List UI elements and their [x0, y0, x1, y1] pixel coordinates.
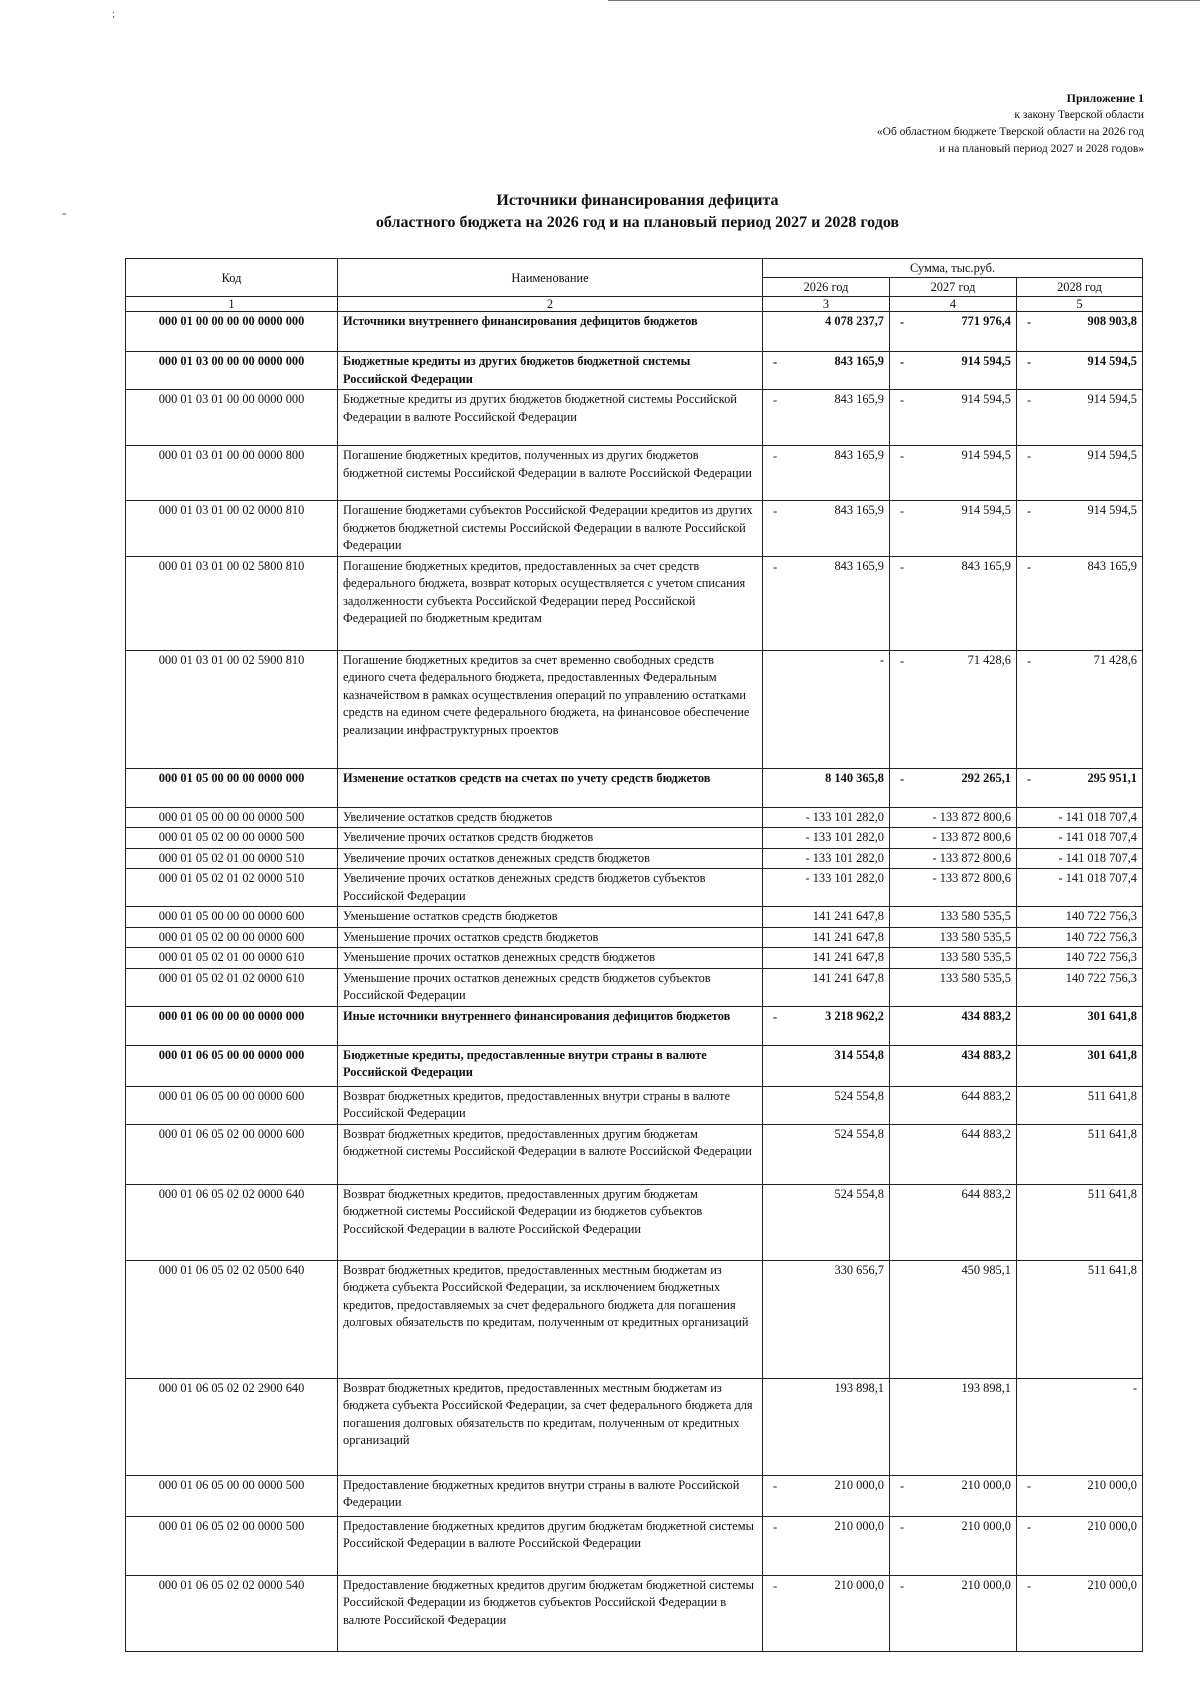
row-name: Уменьшение прочих остатков денежных средств бюджетов субъектов Российской Федерации — [338, 968, 763, 1006]
row-code: 000 01 05 02 00 00 0000 600 — [126, 927, 338, 948]
negative-sign: - — [1027, 1478, 1032, 1493]
row-amount-2027 — [890, 927, 1017, 948]
row-amount-2028 — [1017, 1006, 1143, 1045]
row-amount-2028 — [1017, 556, 1143, 650]
row-amount-2028 — [1017, 1516, 1143, 1575]
row-name: Бюджетные кредиты из других бюджетов бюджетной системы Российской Федерации — [338, 352, 763, 390]
amount-value: - 141 018 707,4 — [1058, 809, 1137, 824]
amount-value: 450 985,1 — [961, 1262, 1011, 1277]
column-number: 4 — [890, 297, 1017, 312]
row-amount-2026 — [763, 501, 890, 557]
row-code: 000 01 06 05 02 02 0500 640 — [126, 1260, 338, 1378]
row-name: Иные источники внутреннего финансирования дефицитов бюджетов — [338, 1006, 763, 1045]
amount-value: 3 218 962,2 — [825, 1008, 884, 1023]
negative-sign: - — [773, 1578, 778, 1593]
row-code: 000 01 03 01 00 02 5900 810 — [126, 650, 338, 768]
document-title-line: Источники финансирования дефицита — [496, 192, 779, 209]
amount-value: 771 976,4 — [961, 314, 1011, 328]
amount-value: 843 165,9 — [834, 448, 884, 462]
table-row — [126, 1260, 1143, 1378]
row-amount-2026 — [763, 1006, 890, 1045]
amount-value: - — [879, 652, 884, 667]
negative-sign: - — [1027, 393, 1032, 407]
table-row — [126, 1045, 1143, 1086]
row-amount-2027 — [890, 1045, 1017, 1086]
row-code: 000 01 06 05 02 00 0000 600 — [126, 1124, 338, 1184]
table-row — [126, 352, 1143, 390]
row-name: Погашение бюджетных кредитов за счет временно свободных средств единого счета федерального бюджета, предоставленных Федеральным казначейством в рамках осуществления операций по управлению остатками средств на едином счете федерального бюджета, на финансовое обеспечение реализации инфраструктурных проектов — [338, 650, 763, 768]
row-code: 000 01 05 00 00 00 0000 600 — [126, 907, 338, 928]
row-amount-2027 — [890, 1124, 1017, 1184]
row-name: Предоставление бюджетных кредитов внутри страны в валюте Российской Федерации — [338, 1475, 763, 1516]
negative-sign: - — [900, 315, 905, 329]
amount-value: 914 594,5 — [961, 448, 1011, 462]
row-amount-2026 — [763, 828, 890, 849]
negative-sign: - — [773, 1519, 778, 1534]
amount-value: - 133 101 282,0 — [805, 871, 884, 885]
row-code: 000 01 06 05 02 02 0000 540 — [126, 1575, 338, 1651]
row-amount-2028 — [1017, 927, 1143, 948]
table-row — [126, 968, 1143, 1006]
amount-value: 914 594,5 — [1087, 392, 1137, 406]
row-name: Увеличение прочих остатков денежных средств бюджетов — [338, 848, 763, 869]
row-name: Предоставление бюджетных кредитов другим бюджетам бюджетной системы Российской Федерации из бюджетов субъектов Российской Федерации в валюте Российской Федерации — [338, 1575, 763, 1651]
row-amount-2028 — [1017, 1045, 1143, 1086]
row-amount-2028 — [1017, 768, 1143, 807]
row-name: Возврат бюджетных кредитов, предоставленных местным бюджетам из бюджета субъекта Российской Федерации, за счет федерального бюджета для погашения долговых обязательств по кредитам, полученным от кредитных организаций — [338, 1378, 763, 1475]
negative-sign: - — [900, 1478, 905, 1493]
scan-speck: - — [62, 206, 67, 221]
negative-sign: - — [773, 559, 778, 574]
table-row — [126, 390, 1143, 446]
row-amount-2026 — [763, 1124, 890, 1184]
row-code: 000 01 05 00 00 00 0000 500 — [126, 807, 338, 828]
row-amount-2028 — [1017, 968, 1143, 1006]
amount-value: 141 241 647,8 — [812, 909, 884, 923]
amount-value: 193 898,1 — [834, 1380, 884, 1395]
row-amount-2026 — [763, 390, 890, 446]
row-amount-2028 — [1017, 1124, 1143, 1184]
amount-value: - 141 018 707,4 — [1058, 830, 1137, 844]
row-name: Погашение бюджетами субъектов Российской Федерации кредитов из других бюджетов бюджетной системы Российской Федерации в валюте Российской Федерации — [338, 501, 763, 557]
table-row — [126, 948, 1143, 969]
header-year-2027: 2027 год — [890, 278, 1017, 297]
row-amount-2026 — [763, 650, 890, 768]
negative-sign: - — [900, 355, 905, 369]
amount-value: - 133 101 282,0 — [805, 850, 884, 865]
amount-value: - 133 872 800,6 — [932, 809, 1011, 824]
row-amount-2027 — [890, 650, 1017, 768]
amount-value: 644 883,2 — [961, 1126, 1011, 1141]
row-code: 000 01 00 00 00 00 0000 000 — [126, 312, 338, 352]
header-sum: Сумма, тыс.руб. — [763, 259, 1143, 278]
amount-value: 644 883,2 — [961, 1186, 1011, 1201]
table-row — [126, 768, 1143, 807]
row-amount-2027 — [890, 907, 1017, 928]
row-code: 000 01 05 02 01 02 0000 610 — [126, 968, 338, 1006]
row-amount-2028 — [1017, 1475, 1143, 1516]
row-code: 000 01 05 02 00 00 0000 500 — [126, 828, 338, 849]
table-row — [126, 1516, 1143, 1575]
row-code: 000 01 06 00 00 00 0000 000 — [126, 1006, 338, 1045]
amount-value: 511 641,8 — [1087, 1126, 1137, 1141]
row-name: Бюджетные кредиты, предоставленные внутри страны в валюте Российской Федерации — [338, 1045, 763, 1086]
row-amount-2026 — [763, 948, 890, 969]
appendix-line: «Об областном бюджете Тверской области на 2026 год — [876, 126, 1144, 138]
row-code: 000 01 03 01 00 02 5800 810 — [126, 556, 338, 650]
amount-value: 914 594,5 — [1087, 354, 1137, 368]
negative-sign: - — [1027, 504, 1032, 518]
amount-value: - 133 872 800,6 — [932, 871, 1011, 885]
amount-value: 914 594,5 — [1087, 448, 1137, 462]
amount-value: 301 641,8 — [1087, 1047, 1137, 1062]
row-name: Увеличение остатков средств бюджетов — [338, 807, 763, 828]
row-amount-2026 — [763, 1260, 890, 1378]
amount-value: 133 580 535,5 — [939, 970, 1011, 985]
row-amount-2028 — [1017, 446, 1143, 501]
row-name: Возврат бюджетных кредитов, предоставленных другим бюджетам бюджетной системы Российской Федерации в валюте Российской Федерации — [338, 1124, 763, 1184]
row-name: Уменьшение прочих остатков средств бюджетов — [338, 927, 763, 948]
table-row — [126, 501, 1143, 557]
row-amount-2028 — [1017, 1260, 1143, 1378]
amount-value: - 133 872 800,6 — [932, 850, 1011, 865]
column-number: 5 — [1017, 297, 1143, 312]
row-amount-2027 — [890, 1184, 1017, 1260]
row-code: 000 01 03 01 00 00 0000 000 — [126, 390, 338, 446]
row-name: Уменьшение остатков средств бюджетов — [338, 907, 763, 928]
row-code: 000 01 03 01 00 00 0000 800 — [126, 446, 338, 501]
row-amount-2028 — [1017, 1184, 1143, 1260]
row-amount-2027 — [890, 556, 1017, 650]
amount-value: 8 140 365,8 — [825, 770, 884, 785]
row-amount-2027 — [890, 828, 1017, 849]
table-row — [126, 1006, 1143, 1045]
amount-value: 292 265,1 — [961, 770, 1011, 785]
table-row — [126, 1378, 1143, 1475]
header-year-2028: 2028 год — [1017, 278, 1143, 297]
row-amount-2028 — [1017, 948, 1143, 969]
header-code: Код — [126, 259, 338, 297]
row-amount-2027 — [890, 848, 1017, 869]
negative-sign: - — [1027, 771, 1032, 786]
amount-value: 140 722 756,3 — [1065, 950, 1137, 964]
amount-value: 843 165,9 — [834, 558, 884, 573]
row-amount-2026 — [763, 312, 890, 352]
row-amount-2028 — [1017, 1086, 1143, 1124]
row-amount-2027 — [890, 1086, 1017, 1124]
amount-value: 524 554,8 — [834, 1088, 884, 1103]
amount-value: 210 000,0 — [961, 1477, 1011, 1492]
amount-value: 140 722 756,3 — [1065, 970, 1137, 985]
row-amount-2027 — [890, 807, 1017, 828]
amount-value: - 141 018 707,4 — [1058, 850, 1137, 865]
amount-value: 511 641,8 — [1087, 1088, 1137, 1103]
amount-value: 133 580 535,5 — [939, 929, 1011, 944]
row-code: 000 01 06 05 00 00 0000 600 — [126, 1086, 338, 1124]
row-amount-2026 — [763, 1575, 890, 1651]
column-number: 1 — [126, 297, 338, 312]
table-row — [126, 1124, 1143, 1184]
row-amount-2028 — [1017, 828, 1143, 849]
row-name: Возврат бюджетных кредитов, предоставленных местным бюджетам из бюджета субъекта Российской Федерации, за исключением бюджетных кредитов, предоставляемых за счет федерального бюджета для погашения долговых обязательств по кредитам, полученным от кредитных организаций — [338, 1260, 763, 1378]
amount-value: 434 883,2 — [961, 1047, 1011, 1062]
row-amount-2026 — [763, 848, 890, 869]
negative-sign: - — [1027, 1519, 1032, 1534]
row-amount-2026 — [763, 807, 890, 828]
table-row — [126, 807, 1143, 828]
negative-sign: - — [1027, 449, 1032, 463]
row-amount-2026 — [763, 1475, 890, 1516]
row-amount-2028 — [1017, 907, 1143, 928]
amount-value: - 133 101 282,0 — [805, 830, 884, 844]
row-name: Погашение бюджетных кредитов, полученных из других бюджетов бюджетной системы Российской Федерации в валюте Российской Федерации — [338, 446, 763, 501]
negative-sign: - — [900, 771, 905, 786]
row-amount-2027 — [890, 501, 1017, 557]
row-amount-2027 — [890, 1575, 1017, 1651]
negative-sign: - — [1027, 1578, 1032, 1593]
row-code: 000 01 06 05 00 00 0000 000 — [126, 1045, 338, 1086]
table-row — [126, 556, 1143, 650]
row-amount-2026 — [763, 1045, 890, 1086]
row-name: Источники внутреннего финансирования дефицитов бюджетов — [338, 312, 763, 352]
amount-value: 210 000,0 — [961, 1577, 1011, 1592]
amount-value: 644 883,2 — [961, 1088, 1011, 1103]
amount-value: 524 554,8 — [834, 1186, 884, 1201]
amount-value: 71 428,6 — [967, 652, 1011, 667]
amount-value: 511 641,8 — [1087, 1186, 1137, 1201]
row-amount-2027 — [890, 768, 1017, 807]
amount-value: 434 883,2 — [961, 1008, 1011, 1023]
row-amount-2027 — [890, 312, 1017, 352]
row-amount-2028 — [1017, 807, 1143, 828]
row-code: 000 01 05 00 00 00 0000 000 — [126, 768, 338, 807]
row-name: Возврат бюджетных кредитов, предоставленных другим бюджетам бюджетной системы Российской Федерации из бюджетов субъектов Российской Федерации в валюте Российской Федерации — [338, 1184, 763, 1260]
row-code: 000 01 06 05 02 02 2900 640 — [126, 1378, 338, 1475]
amount-value: 210 000,0 — [834, 1577, 884, 1592]
table-row — [126, 828, 1143, 849]
row-code: 000 01 05 02 01 00 0000 610 — [126, 948, 338, 969]
amount-value: 314 554,8 — [834, 1047, 884, 1062]
negative-sign: - — [900, 449, 905, 463]
row-amount-2028 — [1017, 312, 1143, 352]
amount-value: 914 594,5 — [1087, 503, 1137, 517]
row-amount-2028 — [1017, 501, 1143, 557]
amount-value: 140 722 756,3 — [1065, 929, 1137, 944]
column-number: 3 — [763, 297, 890, 312]
row-amount-2026 — [763, 1378, 890, 1475]
row-amount-2027 — [890, 948, 1017, 969]
row-amount-2026 — [763, 1516, 890, 1575]
row-amount-2026 — [763, 927, 890, 948]
row-name: Возврат бюджетных кредитов, предоставленных внутри страны в валюте Российской Федерации — [338, 1086, 763, 1124]
row-amount-2028 — [1017, 848, 1143, 869]
negative-sign: - — [900, 653, 905, 668]
row-amount-2028 — [1017, 650, 1143, 768]
scan-top-edge-line — [608, 0, 1200, 1]
amount-value: 908 903,8 — [1087, 314, 1137, 328]
row-amount-2027 — [890, 968, 1017, 1006]
row-amount-2026 — [763, 1184, 890, 1260]
negative-sign: - — [1027, 653, 1032, 668]
amount-value: 193 898,1 — [961, 1380, 1011, 1395]
header-name: Наименование — [338, 259, 763, 297]
amount-value: 210 000,0 — [1087, 1518, 1137, 1533]
table-row — [126, 869, 1143, 907]
row-amount-2028 — [1017, 869, 1143, 907]
amount-value: 210 000,0 — [1087, 1477, 1137, 1492]
appendix-line: и на плановый период 2027 и 2028 годов» — [939, 143, 1144, 155]
amount-value: 210 000,0 — [834, 1477, 884, 1492]
appendix-line: к закону Тверской области — [1014, 109, 1144, 121]
negative-sign: - — [773, 393, 778, 407]
amount-value: 511 641,8 — [1087, 1262, 1137, 1277]
amount-value: - 133 872 800,6 — [932, 830, 1011, 844]
scan-speck: ; — [112, 8, 116, 20]
amount-value: 133 580 535,5 — [939, 909, 1011, 923]
row-name: Погашение бюджетных кредитов, предоставленных за счет средств федерального бюджета, возврат которых осуществляется с учетом списания задолженности субъекта Российской Федерации перед Российской Федерацией по бюджетным кредитам — [338, 556, 763, 650]
table-row — [126, 927, 1143, 948]
amount-value: 141 241 647,8 — [812, 950, 884, 964]
row-name: Предоставление бюджетных кредитов другим бюджетам бюджетной системы Российской Федерации в валюте Российской Федерации — [338, 1516, 763, 1575]
negative-sign: - — [1027, 315, 1032, 329]
negative-sign: - — [773, 449, 778, 463]
row-name: Увеличение прочих остатков средств бюджетов — [338, 828, 763, 849]
amount-value: 141 241 647,8 — [812, 970, 884, 985]
header-year-2026: 2026 год — [763, 278, 890, 297]
row-amount-2026 — [763, 352, 890, 390]
row-amount-2027 — [890, 352, 1017, 390]
amount-value: 133 580 535,5 — [939, 950, 1011, 964]
table-row — [126, 907, 1143, 928]
negative-sign: - — [900, 559, 905, 574]
document-title-line: областного бюджета на 2026 год и на плановый период 2027 и 2028 годов — [375, 214, 900, 231]
amount-value: 914 594,5 — [961, 392, 1011, 406]
negative-sign: - — [900, 1519, 905, 1534]
row-amount-2027 — [890, 446, 1017, 501]
row-amount-2028 — [1017, 1378, 1143, 1475]
row-name: Изменение остатков средств на счетах по учету средств бюджетов — [338, 768, 763, 807]
row-name: Бюджетные кредиты из других бюджетов бюджетной системы Российской Федерации в валюте Российской Федерации — [338, 390, 763, 446]
table-row — [126, 446, 1143, 501]
row-code: 000 01 06 05 02 02 0000 640 — [126, 1184, 338, 1260]
table-row — [126, 650, 1143, 768]
financing-sources-table — [125, 258, 1143, 1652]
row-amount-2026 — [763, 1086, 890, 1124]
negative-sign: - — [1027, 559, 1032, 574]
amount-value: 843 165,9 — [834, 503, 884, 517]
row-code: 000 01 03 01 00 02 0000 810 — [126, 501, 338, 557]
row-amount-2028 — [1017, 1575, 1143, 1651]
amount-value: 140 722 756,3 — [1065, 909, 1137, 923]
row-code: 000 01 06 05 02 00 0000 500 — [126, 1516, 338, 1575]
row-name: Уменьшение прочих остатков денежных средств бюджетов — [338, 948, 763, 969]
row-amount-2026 — [763, 907, 890, 928]
amount-value: 843 165,9 — [834, 392, 884, 406]
amount-value: 843 165,9 — [1087, 558, 1137, 573]
table-row — [126, 312, 1143, 352]
document-title — [0, 190, 1200, 234]
table-row — [126, 848, 1143, 869]
amount-value: 210 000,0 — [961, 1518, 1011, 1533]
row-amount-2026 — [763, 869, 890, 907]
amount-value: 210 000,0 — [1087, 1577, 1137, 1592]
amount-value: 4 078 237,7 — [825, 314, 884, 328]
appendix-title: Приложение 1 — [1066, 91, 1144, 105]
negative-sign: - — [773, 1478, 778, 1493]
row-amount-2027 — [890, 1516, 1017, 1575]
amount-value: 843 165,9 — [834, 354, 884, 368]
table-row — [126, 1475, 1143, 1516]
amount-value: - — [1132, 1380, 1137, 1395]
row-name: Увеличение прочих остатков денежных средств бюджетов субъектов Российской Федерации — [338, 869, 763, 907]
row-amount-2026 — [763, 768, 890, 807]
row-amount-2027 — [890, 1260, 1017, 1378]
row-amount-2028 — [1017, 352, 1143, 390]
row-code: 000 01 05 02 01 02 0000 510 — [126, 869, 338, 907]
amount-value: - 141 018 707,4 — [1058, 871, 1137, 885]
amount-value: 301 641,8 — [1087, 1008, 1137, 1023]
negative-sign: - — [900, 504, 905, 518]
table-row — [126, 1575, 1143, 1651]
amount-value: 524 554,8 — [834, 1126, 884, 1141]
amount-value: 914 594,5 — [961, 354, 1011, 368]
amount-value: 210 000,0 — [834, 1518, 884, 1533]
negative-sign: - — [773, 504, 778, 518]
negative-sign: - — [900, 1578, 905, 1593]
row-amount-2026 — [763, 446, 890, 501]
row-amount-2027 — [890, 869, 1017, 907]
table-row — [126, 1184, 1143, 1260]
row-amount-2026 — [763, 556, 890, 650]
row-amount-2027 — [890, 390, 1017, 446]
row-amount-2026 — [763, 968, 890, 1006]
appendix-header — [877, 90, 1144, 158]
table-body — [126, 312, 1143, 1652]
amount-value: 330 656,7 — [834, 1262, 884, 1277]
negative-sign: - — [900, 393, 905, 407]
negative-sign: - — [773, 1009, 778, 1024]
row-code: 000 01 05 02 01 00 0000 510 — [126, 848, 338, 869]
row-amount-2027 — [890, 1475, 1017, 1516]
amount-value: 71 428,6 — [1093, 652, 1137, 667]
row-amount-2027 — [890, 1378, 1017, 1475]
amount-value: - 133 101 282,0 — [805, 809, 884, 824]
row-code: 000 01 03 00 00 00 0000 000 — [126, 352, 338, 390]
row-code: 000 01 06 05 00 00 0000 500 — [126, 1475, 338, 1516]
amount-value: 843 165,9 — [961, 558, 1011, 573]
row-amount-2027 — [890, 1006, 1017, 1045]
negative-sign: - — [1027, 355, 1032, 369]
negative-sign: - — [773, 355, 778, 369]
table-row — [126, 1086, 1143, 1124]
row-amount-2028 — [1017, 390, 1143, 446]
amount-value: 295 951,1 — [1087, 770, 1137, 785]
amount-value: 141 241 647,8 — [812, 929, 884, 944]
column-number: 2 — [338, 297, 763, 312]
amount-value: 914 594,5 — [961, 503, 1011, 517]
